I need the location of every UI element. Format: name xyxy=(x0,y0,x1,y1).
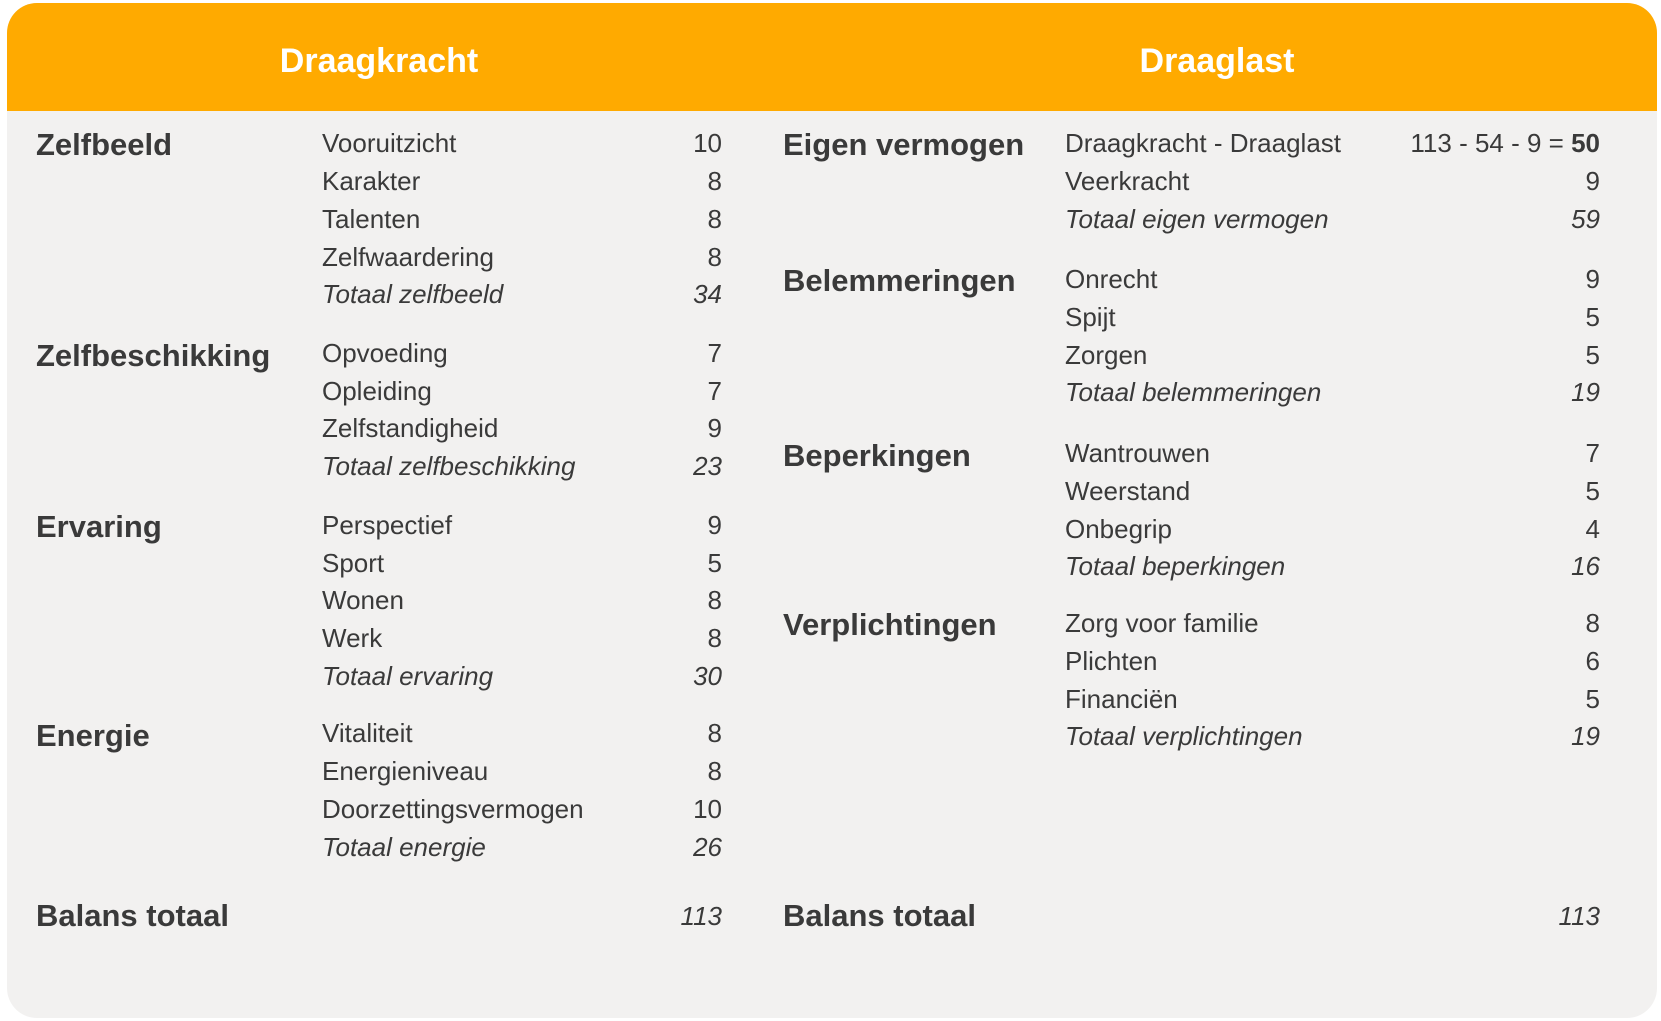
list-item xyxy=(322,618,722,658)
total-row xyxy=(1065,199,1600,239)
item-label: Veerkracht xyxy=(1065,166,1190,196)
item-value: 8 xyxy=(707,623,722,653)
formula-value xyxy=(1410,123,1600,163)
item-value: 7 xyxy=(1585,438,1600,468)
item-value: 8 xyxy=(707,585,722,615)
category-eigen-vermogen: Eigen vermogen xyxy=(783,127,1025,162)
item-label: Onrecht xyxy=(1065,264,1158,294)
total-row xyxy=(1065,546,1600,586)
list-item xyxy=(1065,335,1600,375)
item-value: 5 xyxy=(1585,684,1600,714)
total-row xyxy=(322,446,722,486)
list-item xyxy=(322,371,722,411)
item-label: Wonen xyxy=(322,585,404,615)
item-value: 10 xyxy=(693,128,722,158)
item-label: Zelfstandigheid xyxy=(322,413,499,443)
item-value: 8 xyxy=(707,204,722,234)
item-value: 9 xyxy=(1585,264,1600,294)
total-row xyxy=(322,274,722,314)
category-belemmeringen: Belemmeringen xyxy=(783,263,1016,298)
category-zelfbeschikking: Zelfbeschikking xyxy=(36,338,271,373)
item-label: Financiën xyxy=(1065,684,1178,714)
item-value: 8 xyxy=(707,242,722,272)
balance-card xyxy=(7,3,1657,1018)
item-value: 8 xyxy=(707,756,722,786)
item-value: 9 xyxy=(707,510,722,540)
item-label: Werk xyxy=(322,623,383,653)
total-value: 19 xyxy=(1571,721,1600,751)
item-value: 4 xyxy=(1585,514,1600,544)
item-label: Spijt xyxy=(1065,302,1116,332)
item-label: Talenten xyxy=(322,204,421,234)
total-value: 59 xyxy=(1571,204,1600,234)
item-label: Vitaliteit xyxy=(322,718,413,748)
balans-totaal-row-left xyxy=(322,896,722,936)
list-item xyxy=(1065,161,1600,201)
formula-row xyxy=(1065,123,1600,163)
item-value: 7 xyxy=(707,376,722,406)
item-value: 7 xyxy=(707,338,722,368)
category-zelfbeeld: Zelfbeeld xyxy=(36,127,173,162)
total-value: 30 xyxy=(693,661,722,691)
item-label: Wantrouwen xyxy=(1065,438,1210,468)
total-value: 16 xyxy=(1571,551,1600,581)
item-value: 8 xyxy=(1585,608,1600,638)
balans-totaal-value-right: 113 xyxy=(1558,901,1600,931)
balans-totaal-row-right xyxy=(1065,896,1600,936)
item-value: 9 xyxy=(707,413,722,443)
item-value: 6 xyxy=(1585,646,1600,676)
category-verplichtingen: Verplichtingen xyxy=(783,607,997,642)
item-label: Opvoeding xyxy=(322,338,448,368)
item-value: 5 xyxy=(1585,476,1600,506)
category-beperkingen: Beperkingen xyxy=(783,438,971,473)
list-item xyxy=(1065,471,1600,511)
item-label: Opleiding xyxy=(322,376,432,406)
item-label: Sport xyxy=(322,548,385,578)
list-item xyxy=(322,580,722,620)
item-label: Vooruitzicht xyxy=(322,128,457,158)
total-label: Totaal zelfbeschikking xyxy=(322,451,576,481)
category-energie: Energie xyxy=(36,718,150,753)
balans-totaal-label-right: Balans totaal xyxy=(783,898,976,933)
item-value: 5 xyxy=(1585,340,1600,370)
header-bar xyxy=(7,3,1657,111)
draagkracht-heading: Draagkracht xyxy=(279,42,479,80)
list-item xyxy=(322,408,722,448)
list-item xyxy=(1065,641,1600,681)
list-item xyxy=(322,789,722,829)
formula-expression: 113 - 54 - 9 = xyxy=(1410,128,1564,158)
total-value: 34 xyxy=(693,279,722,309)
item-label: Zorg voor familie xyxy=(1065,608,1259,638)
item-label: Plichten xyxy=(1065,646,1158,676)
total-label: Totaal verplichtingen xyxy=(1065,721,1303,751)
item-label: Doorzettingsvermogen xyxy=(322,794,584,824)
total-label: Totaal energie xyxy=(322,832,486,862)
item-label: Zelfwaardering xyxy=(322,242,494,272)
total-value: 26 xyxy=(693,832,722,862)
list-item xyxy=(1065,603,1600,643)
list-item xyxy=(1065,259,1600,299)
item-value: 5 xyxy=(707,548,722,578)
total-value: 23 xyxy=(693,451,722,481)
list-item xyxy=(322,713,722,753)
item-value: 8 xyxy=(707,166,722,196)
item-value: 9 xyxy=(1585,166,1600,196)
formula-result: 50 xyxy=(1571,128,1600,158)
item-label: Perspectief xyxy=(322,510,453,540)
total-label: Totaal ervaring xyxy=(322,661,494,691)
list-item xyxy=(1065,679,1600,719)
total-row xyxy=(322,656,722,696)
total-label: Totaal zelfbeeld xyxy=(322,279,504,309)
list-item xyxy=(322,123,722,163)
balans-totaal-label-left: Balans totaal xyxy=(36,898,229,933)
item-label: Karakter xyxy=(322,166,421,196)
list-item xyxy=(322,751,722,791)
total-label: Totaal belemmeringen xyxy=(1065,377,1322,407)
total-value: 19 xyxy=(1571,377,1600,407)
list-item xyxy=(322,333,722,373)
item-label: Zorgen xyxy=(1065,340,1148,370)
item-value: 8 xyxy=(707,718,722,748)
total-row xyxy=(322,827,722,867)
list-item xyxy=(322,505,722,545)
list-item xyxy=(322,543,722,583)
list-item xyxy=(322,237,722,277)
item-label: Onbegrip xyxy=(1065,514,1172,544)
formula-label: Draagkracht - Draaglast xyxy=(1065,128,1341,158)
total-label: Totaal beperkingen xyxy=(1065,551,1286,581)
draaglast-heading: Draaglast xyxy=(1139,42,1295,80)
item-value: 10 xyxy=(693,794,722,824)
list-item xyxy=(1065,433,1600,473)
item-value: 5 xyxy=(1585,302,1600,332)
item-label: Energieniveau xyxy=(322,756,489,786)
balans-totaal-value-left: 113 xyxy=(680,901,722,931)
item-label: Weerstand xyxy=(1065,476,1191,506)
list-item xyxy=(1065,509,1600,549)
list-item xyxy=(322,161,722,201)
total-label: Totaal eigen vermogen xyxy=(1065,204,1329,234)
list-item xyxy=(1065,297,1600,337)
category-ervaring: Ervaring xyxy=(36,509,162,544)
total-row xyxy=(1065,372,1600,412)
total-row xyxy=(1065,716,1600,756)
list-item xyxy=(322,199,722,239)
